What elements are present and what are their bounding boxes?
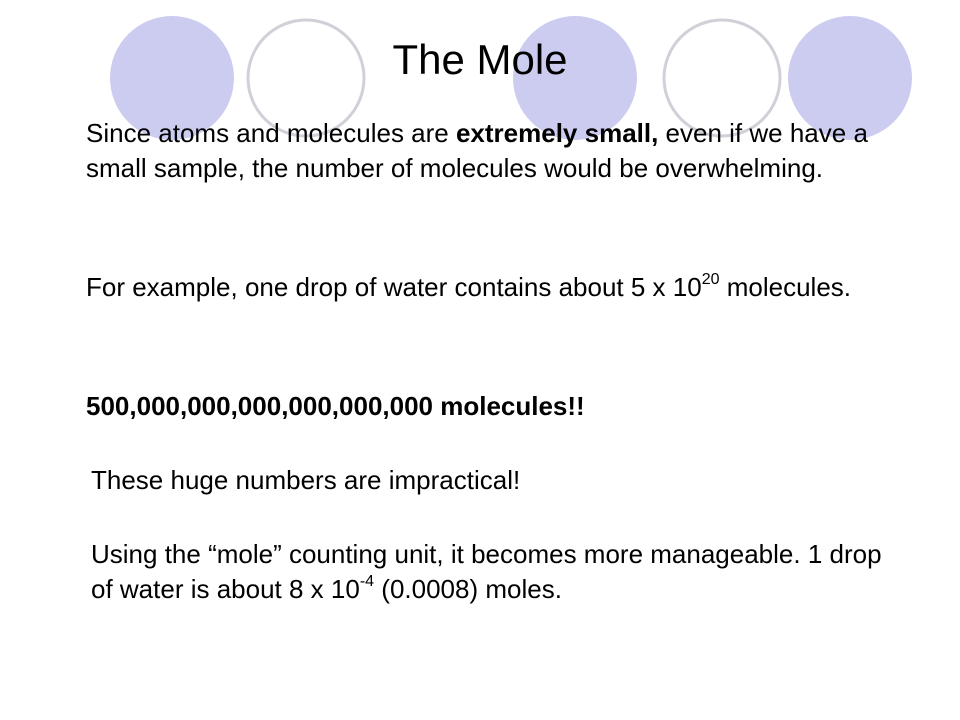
para1-bold-text: extremely small,: [455, 118, 659, 148]
para5-exponent: -4: [359, 573, 375, 591]
para1-text-end: even if we have a small sample, the number of molecules would be overwhelming.: [86, 118, 868, 183]
para5-text-end: (0.0008) moles.: [374, 574, 562, 604]
para2-text-end: molecules.: [719, 272, 851, 302]
para2-text-start: For example, one drop of water contains about 5 x 10: [86, 272, 702, 302]
para5-text-start: Using the “mole” counting unit, it becomes more manageable. 1 drop of water is about 8 x 10: [91, 539, 882, 604]
paragraph-water-drop-example: [86, 270, 886, 305]
paragraph-impractical: These huge numbers are impractical!: [91, 465, 521, 495]
slide-title: The Mole: [392, 36, 568, 83]
paragraph-mole-unit: [91, 537, 891, 607]
para2-exponent: 20: [701, 271, 720, 289]
paragraph-big-number: 500,000,000,000,000,000,000 molecules!!: [86, 391, 585, 421]
para1-text-start: Since atoms and molecules are: [86, 118, 456, 148]
paragraph-atoms-small: [86, 116, 886, 186]
